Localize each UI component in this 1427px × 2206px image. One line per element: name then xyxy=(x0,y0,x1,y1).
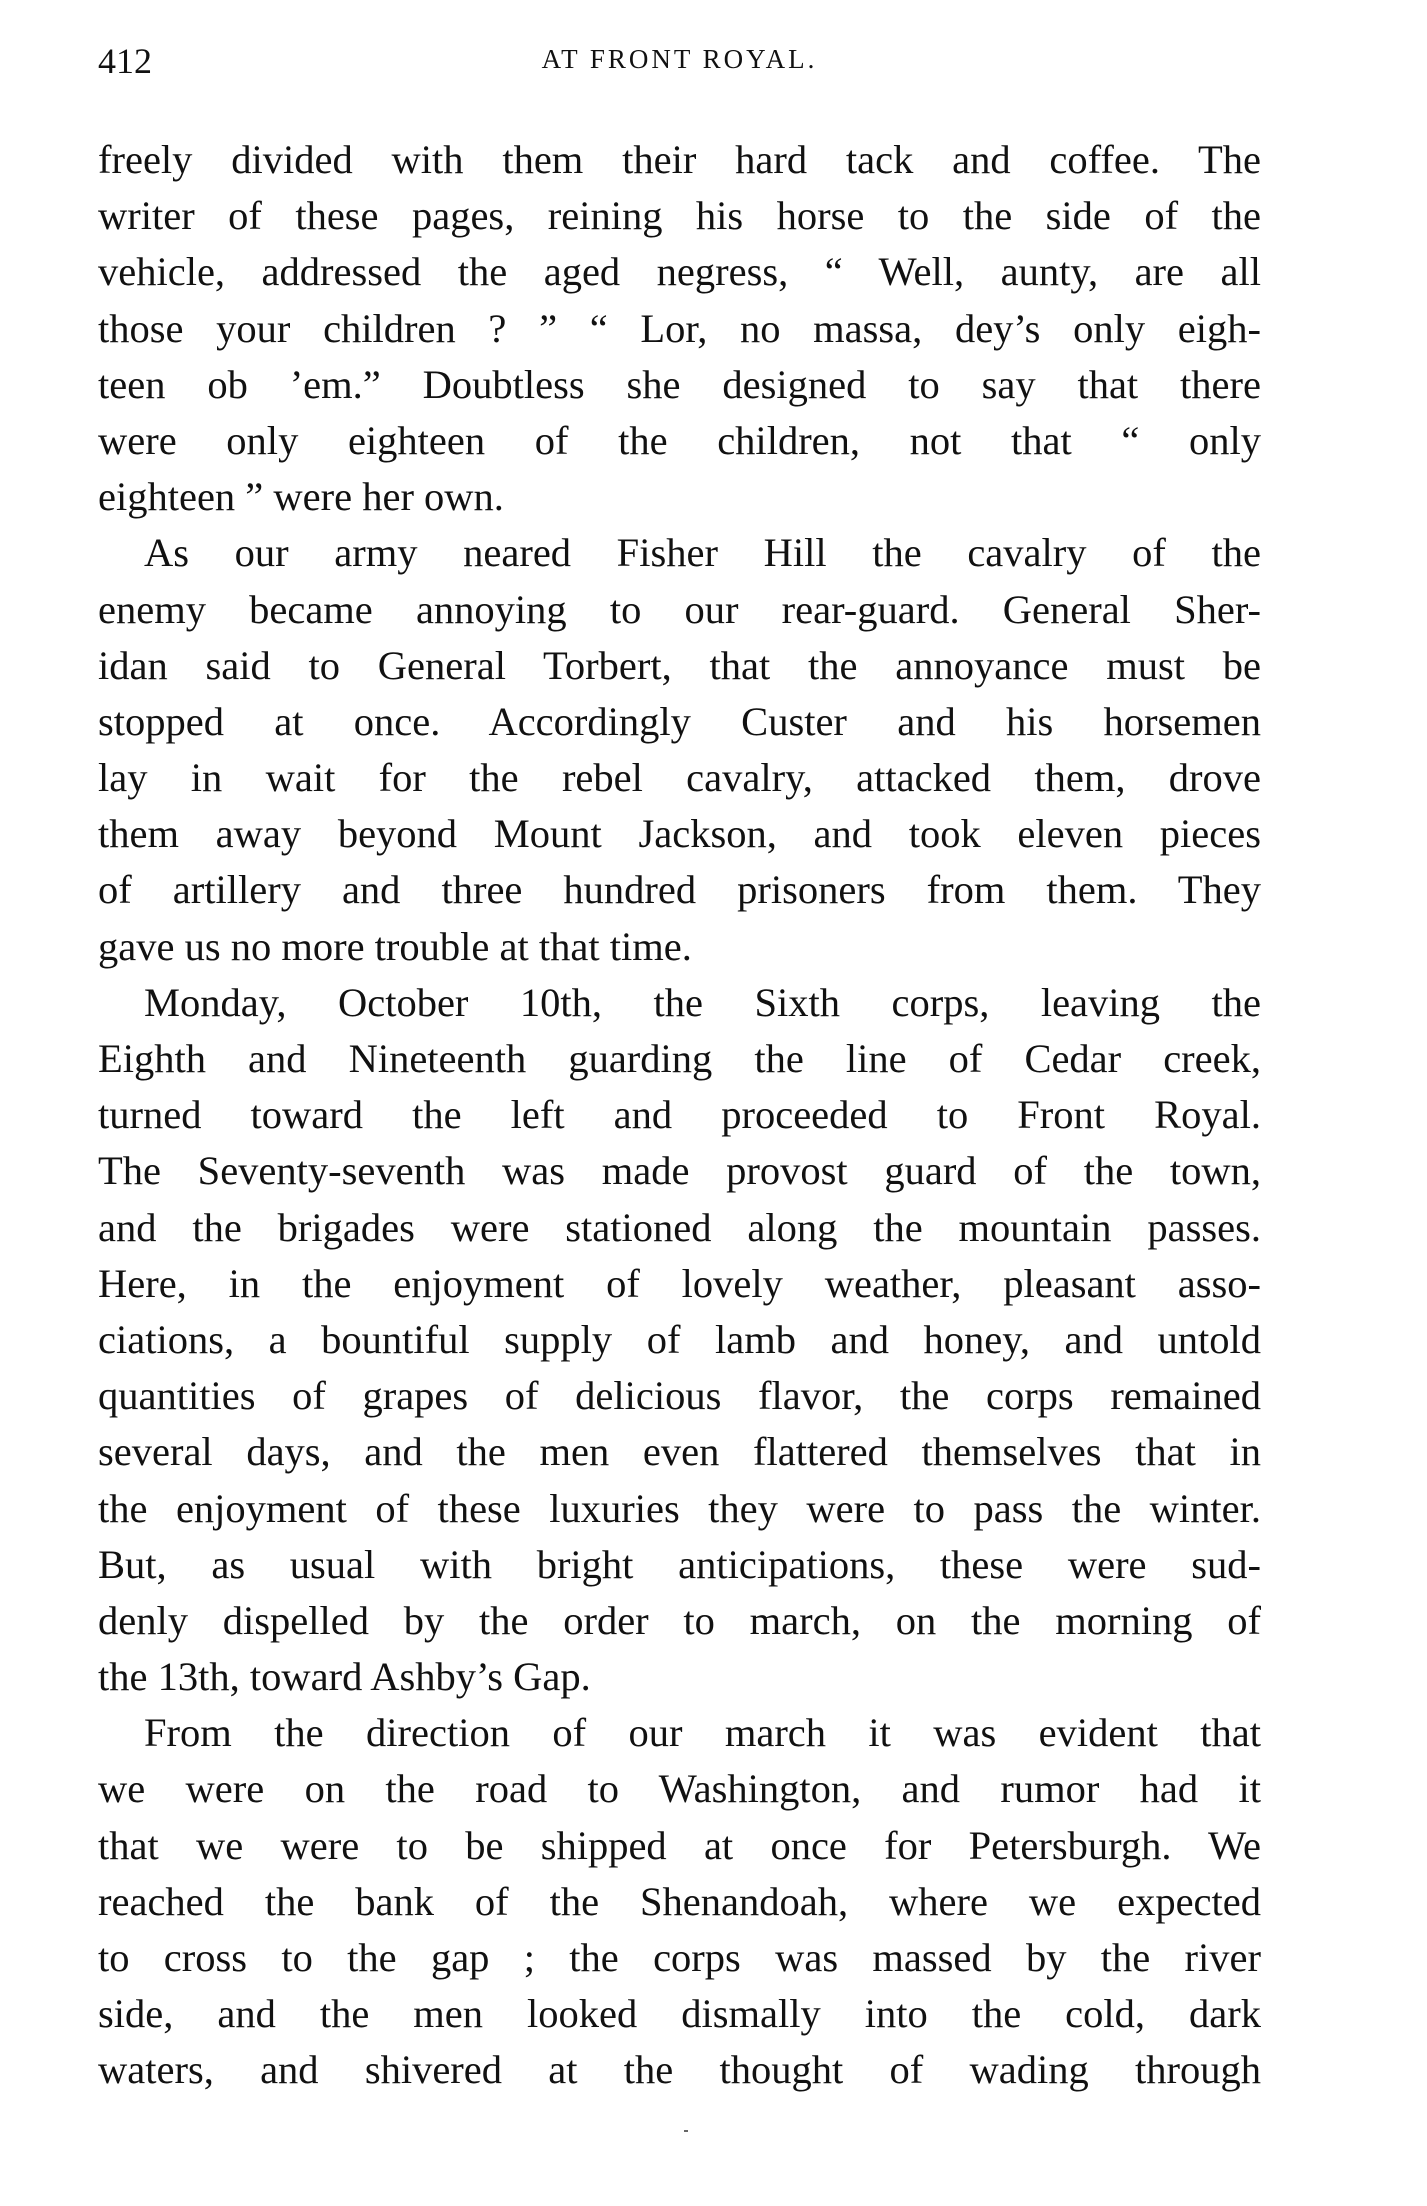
text-line: freely divided with them their hard tack and coffee. The xyxy=(98,137,1261,182)
text-line: to cross to the gap ; the corps was massed by the river xyxy=(98,1935,1261,1980)
text-line: stopped at once. Accordingly Custer and his horsemen xyxy=(98,698,1261,744)
running-title: AT FRONT ROYAL. xyxy=(541,44,818,74)
text-line: idan said to General Torbert, that the annoyance must be xyxy=(98,642,1261,688)
text-line: several days, and the men even flattered themselves that in xyxy=(98,1429,1261,1475)
text-line: and the brigades were stationed along the mountain passes. xyxy=(98,1204,1261,1250)
text-line: the 13th, toward Ashby’s Gap. xyxy=(98,1654,591,1700)
text-line: But, as usual with bright anticipations, these were sud- xyxy=(98,1541,1261,1587)
text-line: Eighth and Nineteenth guarding the line of Cedar creek, xyxy=(98,1036,1261,1081)
page-header xyxy=(98,40,1261,90)
text-line: quantities of grapes of delicious flavor, the corps remained xyxy=(98,1373,1261,1419)
text-line: enemy became annoying to our rear-guard. General Sher- xyxy=(98,586,1261,632)
text-line: The Seventy-seventh was made provost guard of the town, xyxy=(98,1148,1261,1194)
text-line: of artillery and three hundred prisoners from them. They xyxy=(98,867,1261,913)
text-line: Monday, October 10th, the Sixth corps, leaving the xyxy=(144,979,1261,1025)
text-line: we were on the road to Washington, and rumor had it xyxy=(98,1766,1261,1812)
text-line: side, and the men looked dismally into the cold, dark xyxy=(98,1991,1261,2037)
text-line: writer of these pages, reining his horse to the side of the xyxy=(98,193,1261,239)
text-line: them away beyond Mount Jackson, and took eleven pieces xyxy=(98,811,1261,857)
text-line: teen ob ’em.” Doubtless she designed to say that there xyxy=(98,361,1261,407)
page-body-text xyxy=(98,132,1261,2099)
text-line: eighteen ” were her own. xyxy=(98,474,504,520)
text-line: lay in wait for the rebel cavalry, attacked them, drove xyxy=(98,755,1261,801)
text-line: vehicle, addressed the aged negress, “ Well, aunty, are all xyxy=(98,249,1261,295)
page-number: 412 xyxy=(98,41,152,81)
text-line: waters, and shivered at the thought of wading through xyxy=(98,2047,1261,2093)
text-line: gave us no more trouble at that time. xyxy=(98,923,692,969)
text-line: Here, in the enjoyment of lovely weather, pleasant asso- xyxy=(98,1260,1261,1306)
text-line: As our army neared Fisher Hill the cavalry of the xyxy=(144,530,1261,576)
text-line: that we were to be shipped at once for Petersburgh. We xyxy=(98,1822,1261,1868)
text-line: those your children ? ” “ Lor, no massa, dey’s only eigh- xyxy=(98,305,1261,351)
text-line: reached the bank of the Shenandoah, where we expected xyxy=(98,1878,1261,1924)
text-line: were only eighteen of the children, not that “ only xyxy=(98,417,1261,463)
ink-speck xyxy=(684,2130,688,2132)
text-line: denly dispelled by the order to march, on the morning of xyxy=(98,1597,1261,1643)
text-line: ciations, a bountiful supply of lamb and honey, and untold xyxy=(98,1316,1261,1362)
text-line: turned toward the left and proceeded to Front Royal. xyxy=(98,1092,1261,1138)
text-line: From the direction of our march it was evident that xyxy=(144,1710,1261,1756)
text-line: the enjoyment of these luxuries they were to pass the winter. xyxy=(98,1485,1261,1531)
